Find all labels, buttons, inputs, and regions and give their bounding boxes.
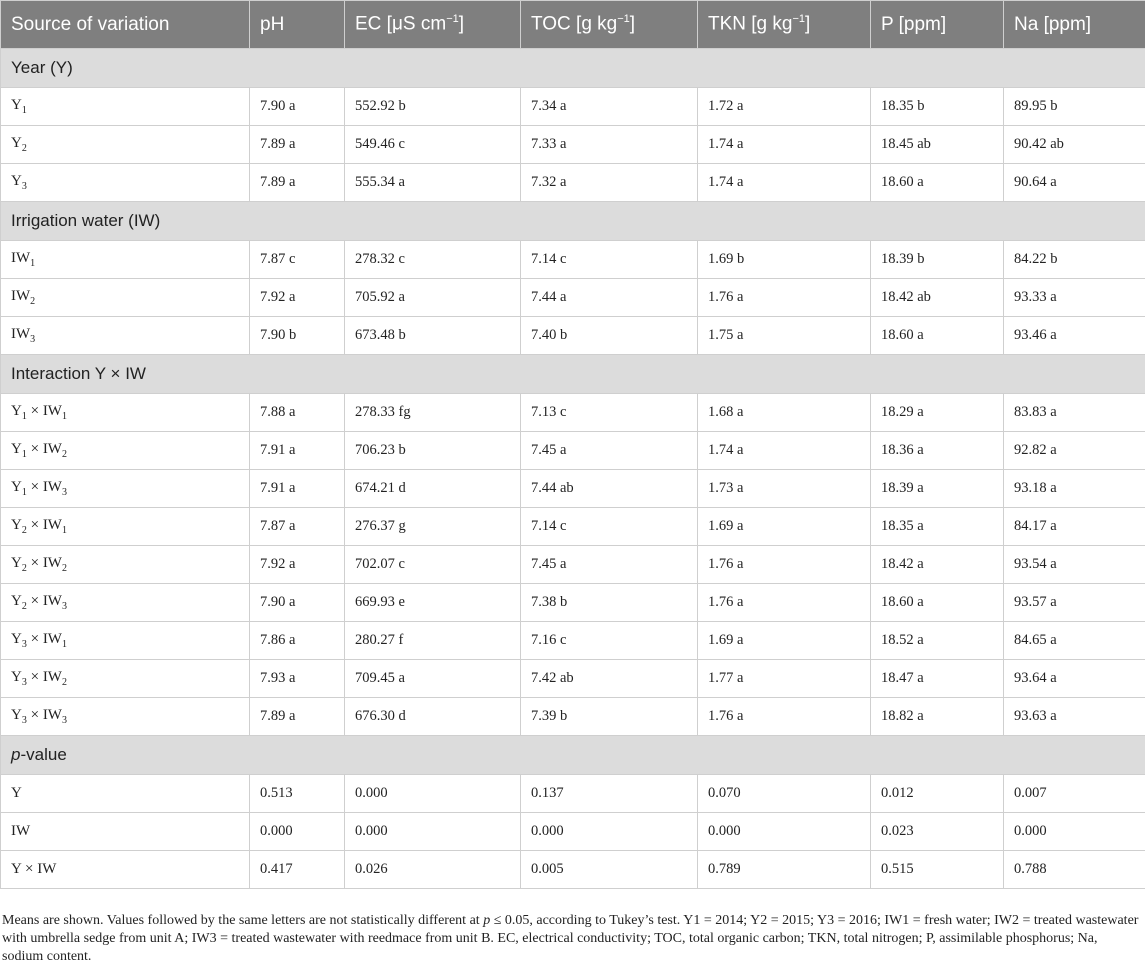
- header-na: Na [ppm]: [1004, 1, 1145, 49]
- header-row: [1, 1, 1145, 49]
- cell-na: 90.42 ab: [1004, 126, 1145, 164]
- header-toc: TOC [g $kg^{-1}$]: [521, 1, 698, 49]
- cell-tkn: 1.76 a: [698, 698, 871, 736]
- cell-ph: 7.92 a: [250, 546, 345, 584]
- row-label: $IW_2$: [1, 279, 250, 317]
- table-row: [1, 317, 1145, 355]
- table-row: [1, 88, 1145, 126]
- table-row: [1, 470, 1145, 508]
- cell-na: 0.007: [1004, 775, 1145, 813]
- cell-ec: 674.21 d: [345, 470, 521, 508]
- cell-toc: 7.14 c: [521, 508, 698, 546]
- cell-ec: 278.33 fg: [345, 394, 521, 432]
- cell-ec: 555.34 a: [345, 164, 521, 202]
- cell-p: 18.60 a: [871, 584, 1004, 622]
- cell-toc: 7.42 ab: [521, 660, 698, 698]
- table-row: [1, 394, 1145, 432]
- cell-p: 0.012: [871, 775, 1004, 813]
- cell-na: 93.18 a: [1004, 470, 1145, 508]
- cell-p: 18.29 a: [871, 394, 1004, 432]
- table-row: [1, 775, 1145, 813]
- section-title: Year (Y): [1, 49, 1145, 88]
- cell-tkn: 1.76 a: [698, 279, 871, 317]
- cell-ec: 673.48 b: [345, 317, 521, 355]
- cell-p: 18.60 a: [871, 317, 1004, 355]
- cell-toc: 7.38 b: [521, 584, 698, 622]
- cell-ph: 7.87 c: [250, 241, 345, 279]
- cell-toc: 7.14 c: [521, 241, 698, 279]
- table-row: [1, 584, 1145, 622]
- cell-na: 84.22 b: [1004, 241, 1145, 279]
- cell-toc: 7.16 c: [521, 622, 698, 660]
- section-p-value: [1, 736, 1145, 775]
- cell-tkn: 1.69 a: [698, 508, 871, 546]
- cell-ec: 278.32 c: [345, 241, 521, 279]
- cell-ec: 669.93 e: [345, 584, 521, 622]
- row-label: $Y_1 \times IW_1$: [1, 394, 250, 432]
- cell-toc: 7.33 a: [521, 126, 698, 164]
- cell-tkn: 1.68 a: [698, 394, 871, 432]
- cell-na: 93.63 a: [1004, 698, 1145, 736]
- cell-toc: 7.45 a: [521, 546, 698, 584]
- row-label: $IW_3$: [1, 317, 250, 355]
- table-row: [1, 813, 1145, 851]
- cell-tkn: 1.76 a: [698, 584, 871, 622]
- cell-tkn: 0.000: [698, 813, 871, 851]
- cell-ph: 7.89 a: [250, 126, 345, 164]
- cell-toc: 7.13 c: [521, 394, 698, 432]
- cell-p: 18.39 a: [871, 470, 1004, 508]
- cell-ec: 702.07 c: [345, 546, 521, 584]
- cell-p: 18.42 ab: [871, 279, 1004, 317]
- cell-na: 84.17 a: [1004, 508, 1145, 546]
- cell-toc: 7.39 b: [521, 698, 698, 736]
- cell-na: 93.64 a: [1004, 660, 1145, 698]
- table-row: [1, 698, 1145, 736]
- cell-tkn: 1.69 a: [698, 622, 871, 660]
- section-title: Irrigation water (IW): [1, 202, 1145, 241]
- cell-ec: 552.92 b: [345, 88, 521, 126]
- cell-na: 0.000: [1004, 813, 1145, 851]
- cell-p: 18.82 a: [871, 698, 1004, 736]
- cell-na: 90.64 a: [1004, 164, 1145, 202]
- cell-p: 0.515: [871, 851, 1004, 889]
- cell-ph: 7.89 a: [250, 698, 345, 736]
- row-label: IW: [1, 813, 250, 851]
- cell-ec: 705.92 a: [345, 279, 521, 317]
- cell-na: 84.65 a: [1004, 622, 1145, 660]
- cell-p: 18.35 a: [871, 508, 1004, 546]
- cell-tkn: 1.77 a: [698, 660, 871, 698]
- cell-tkn: 1.76 a: [698, 546, 871, 584]
- table-footnote: Means are shown. Values followed by the same letters are not statistically different at p ≤ 0.05, according to Tukey’s test. Y1 = 2014; Y2 = 2015; Y3 = 2016; IW1 = fresh water; IW2 = treated wastewater with umbrella sedge from unit A; IW3 = treated wastewater with reedmace from unit B. EC, electrical conductivity; TOC, total organic carbon; TKN, total nitrogen; P, assimilable phosphorus; Na, sodium content.: [2, 913, 1139, 964]
- cell-ec: 706.23 b: [345, 432, 521, 470]
- cell-tkn: 0.789: [698, 851, 871, 889]
- table-row: [1, 851, 1145, 889]
- table-row: [1, 126, 1145, 164]
- cell-p: 18.45 ab: [871, 126, 1004, 164]
- cell-ec: 0.026: [345, 851, 521, 889]
- cell-ph: 7.86 a: [250, 622, 345, 660]
- cell-p: 18.52 a: [871, 622, 1004, 660]
- cell-ph: 7.87 a: [250, 508, 345, 546]
- row-label: $Y_1$: [1, 88, 250, 126]
- cell-ph: 7.90 a: [250, 88, 345, 126]
- cell-ph: 7.91 a: [250, 470, 345, 508]
- row-label: $IW_1$: [1, 241, 250, 279]
- table-row: [1, 164, 1145, 202]
- cell-toc: 7.34 a: [521, 88, 698, 126]
- cell-ph: 0.000: [250, 813, 345, 851]
- cell-tkn: 1.75 a: [698, 317, 871, 355]
- section-title: p-value: [1, 736, 1145, 775]
- cell-ph: 7.90 b: [250, 317, 345, 355]
- section-title: Interaction Y × IW: [1, 355, 1145, 394]
- cell-toc: 7.44 a: [521, 279, 698, 317]
- header-source-of-variation: Source of variation: [1, 1, 250, 49]
- cell-toc: 7.44 ab: [521, 470, 698, 508]
- row-label: $Y_3 \times IW_1$: [1, 622, 250, 660]
- cell-na: 93.54 a: [1004, 546, 1145, 584]
- row-label: Y: [1, 775, 250, 813]
- section-year: [1, 49, 1145, 88]
- cell-tkn: 1.74 a: [698, 164, 871, 202]
- cell-ec: 280.27 f: [345, 622, 521, 660]
- row-label: $Y_2 \times IW_2$: [1, 546, 250, 584]
- cell-toc: 0.005: [521, 851, 698, 889]
- cell-na: 92.82 a: [1004, 432, 1145, 470]
- row-label: $Y_2$: [1, 126, 250, 164]
- cell-p: 18.60 a: [871, 164, 1004, 202]
- cell-na: 0.788: [1004, 851, 1145, 889]
- cell-p: 18.47 a: [871, 660, 1004, 698]
- cell-ec: 709.45 a: [345, 660, 521, 698]
- cell-ec: 676.30 d: [345, 698, 521, 736]
- cell-na: 89.95 b: [1004, 88, 1145, 126]
- header-ec: EC [μS $cm^{-1}$]: [345, 1, 521, 49]
- table-row: [1, 279, 1145, 317]
- row-label: $Y_3 \times IW_2$: [1, 660, 250, 698]
- table-row: [1, 508, 1145, 546]
- cell-p: 18.39 b: [871, 241, 1004, 279]
- cell-na: 83.83 a: [1004, 394, 1145, 432]
- table-row: [1, 660, 1145, 698]
- row-label: $Y_1 \times IW_3$: [1, 470, 250, 508]
- cell-p: 18.35 b: [871, 88, 1004, 126]
- cell-ec: 549.46 c: [345, 126, 521, 164]
- cell-ph: 7.88 a: [250, 394, 345, 432]
- cell-ec: 0.000: [345, 813, 521, 851]
- section-irrigation-water: [1, 202, 1145, 241]
- cell-toc: 7.45 a: [521, 432, 698, 470]
- cell-na: 93.46 a: [1004, 317, 1145, 355]
- cell-na: 93.33 a: [1004, 279, 1145, 317]
- row-label: $Y_1 \times IW_2$: [1, 432, 250, 470]
- cell-ph: 7.89 a: [250, 164, 345, 202]
- cell-tkn: 1.74 a: [698, 432, 871, 470]
- cell-ph: 7.93 a: [250, 660, 345, 698]
- header-ph: pH: [250, 1, 345, 49]
- row-label: $Y_2 \times IW_1$: [1, 508, 250, 546]
- row-label: $Y_3 \times IW_3$: [1, 698, 250, 736]
- cell-tkn: 1.69 b: [698, 241, 871, 279]
- section-interaction: [1, 355, 1145, 394]
- cell-ph: 0.417: [250, 851, 345, 889]
- cell-na: 93.57 a: [1004, 584, 1145, 622]
- cell-p: 18.36 a: [871, 432, 1004, 470]
- cell-toc: 7.32 a: [521, 164, 698, 202]
- cell-ph: 7.92 a: [250, 279, 345, 317]
- cell-ph: 0.513: [250, 775, 345, 813]
- cell-tkn: 1.73 a: [698, 470, 871, 508]
- header-tkn: TKN [g $kg^{-1}$]: [698, 1, 871, 49]
- cell-ec: 0.000: [345, 775, 521, 813]
- table-row: [1, 546, 1145, 584]
- cell-tkn: 0.070: [698, 775, 871, 813]
- table-row: [1, 241, 1145, 279]
- table-row: [1, 622, 1145, 660]
- cell-tkn: 1.72 a: [698, 88, 871, 126]
- row-label: $Y_3$: [1, 164, 250, 202]
- cell-toc: 7.40 b: [521, 317, 698, 355]
- table-row: [1, 432, 1145, 470]
- cell-ph: 7.91 a: [250, 432, 345, 470]
- cell-tkn: 1.74 a: [698, 126, 871, 164]
- cell-ec: 276.37 g: [345, 508, 521, 546]
- header-p: P [ppm]: [871, 1, 1004, 49]
- row-label: $Y_2 \times IW_3$: [1, 584, 250, 622]
- cell-toc: 0.000: [521, 813, 698, 851]
- cell-toc: 0.137: [521, 775, 698, 813]
- cell-p: 18.42 a: [871, 546, 1004, 584]
- cell-p: 0.023: [871, 813, 1004, 851]
- row-label: Y × IW: [1, 851, 250, 889]
- cell-ph: 7.90 a: [250, 584, 345, 622]
